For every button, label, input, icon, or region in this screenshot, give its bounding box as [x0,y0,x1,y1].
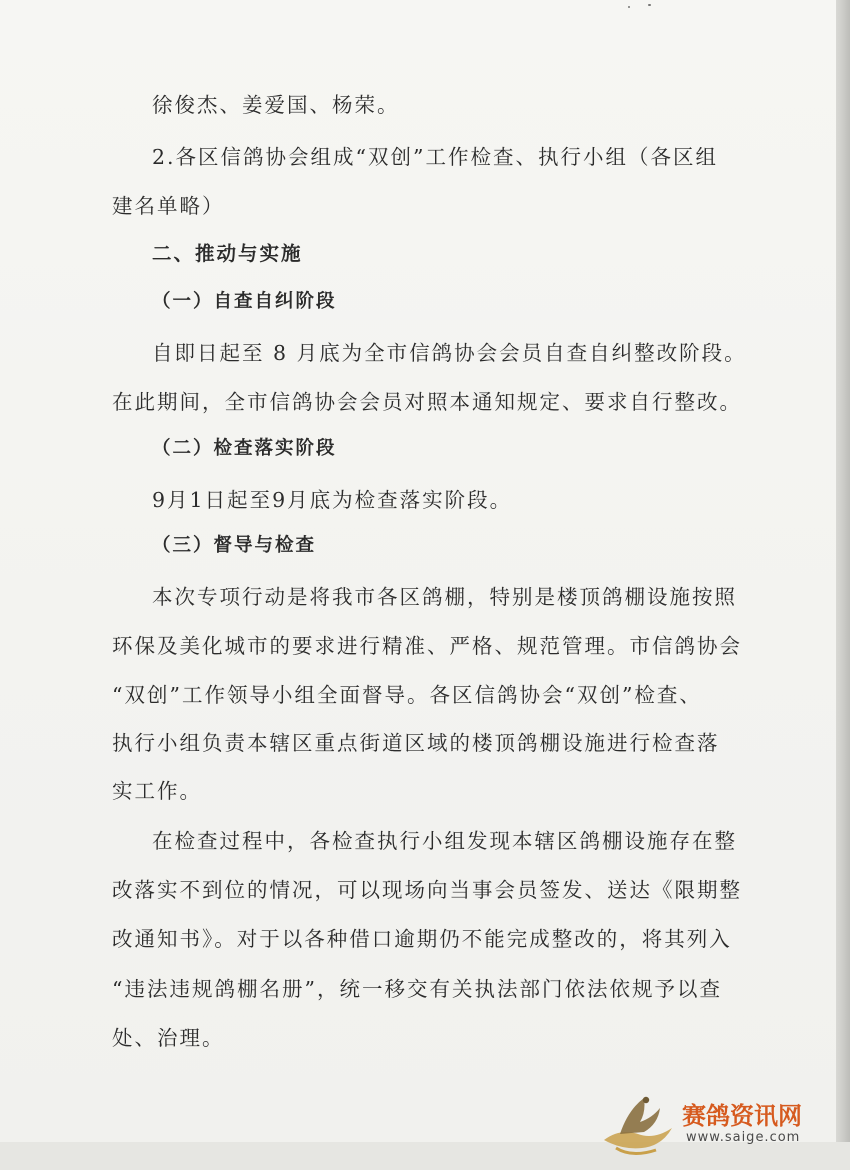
subsection-heading: （二）检查落实阶段 [152,438,337,459]
text-line: “违法违规鸽棚名册”，统一移交有关执法部门依法依规予以查 [112,977,722,1001]
pigeon-logo-icon [598,1088,680,1160]
text-line: “双创”工作领导小组全面督导。各区信鸽协会“双创”检查、 [112,683,702,707]
text-line: 执行小组负责本辖区重点街道区域的楼顶鸽棚设施进行检查落 [112,731,720,755]
text-line: 自即日起至 8 月底为全市信鸽协会会员自查自纠整改阶段。 [152,341,747,365]
scan-speck [648,4,651,6]
text-line: 建名单略） [112,194,225,218]
text-line: 在此期间，全市信鸽协会会员对照本通知规定、要求自行整改。 [112,390,742,414]
paper-edge-right [836,0,850,1170]
text-line: 处、治理。 [112,1026,225,1050]
text-line: 2.各区信鸽协会组成“双创”工作检查、执行小组（各区组 [152,145,719,169]
text-line: 实工作。 [112,779,202,803]
text-line: 9月1日起至9月底为检查落实阶段。 [152,488,513,512]
watermark-name: 赛鸽资讯网 [682,1102,802,1130]
text-line: 环保及美化城市的要求进行精准、严格、规范管理。市信鸽协会 [112,634,742,658]
subsection-heading: （一）自查自纠阶段 [152,291,337,312]
text-line: 徐俊杰、姜爱国、杨荣。 [152,93,400,117]
site-watermark [598,1088,838,1160]
section-heading: 二、推动与实施 [152,242,303,265]
watermark-url: www.saige.com [686,1130,801,1145]
text-line: 本次专项行动是将我市各区鸽棚，特别是楼顶鸽棚设施按照 [152,585,737,609]
text-line: 改落实不到位的情况，可以现场向当事会员签发、送达《限期整 [112,878,742,902]
subsection-heading: （三）督导与检查 [152,535,317,556]
text-line: 在检查过程中，各检查执行小组发现本辖区鸽棚设施存在整 [152,829,737,853]
text-line: 改通知书》。对于以各种借口逾期仍不能完成整改的，将其列入 [112,927,732,951]
scan-speck [628,6,630,8]
